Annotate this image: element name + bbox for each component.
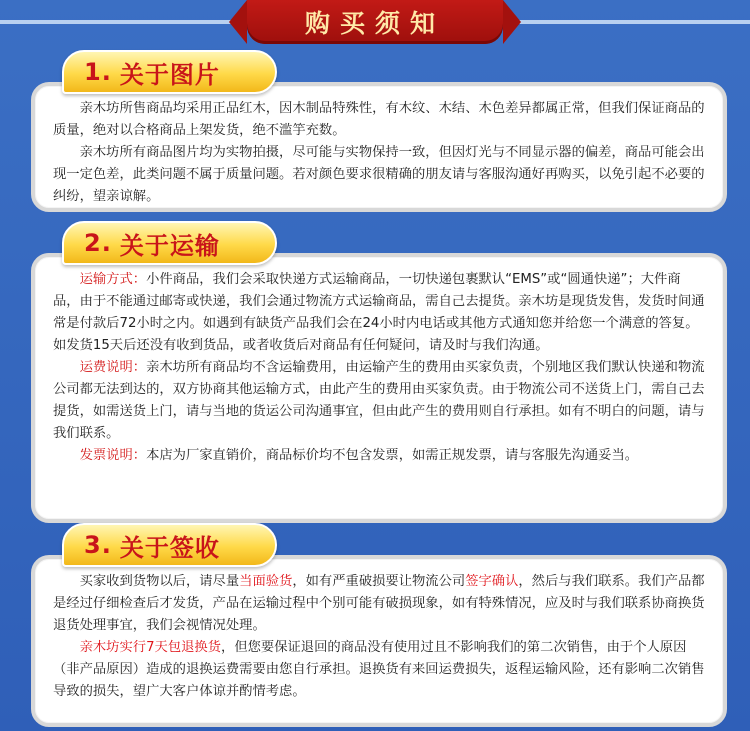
section-2-shipping-method xyxy=(53,269,705,357)
section-2-header xyxy=(62,221,277,265)
section-2-title: 关于运输 xyxy=(119,231,220,260)
section-1-content xyxy=(31,82,727,212)
section-1-paragraph-1: 亲木坊所售商品均采用正品红木，因木制品特殊性，有木纹、木结、木色差异都属正常，但我们保证商品的质量，绝对以合格商品上架发货，绝不滥竽充数。 xyxy=(53,101,705,138)
section-3-paragraph-2 xyxy=(53,637,705,703)
section-2-invoice-note xyxy=(53,445,705,467)
freight-note-text: 亲木坊所有商品均不含运输费用，由运输产生的费用由买家负责，个别地区我们默认快递和物流公司都无法到达的，双方协商其他运输方式，由此产生的费用由买家负责。由于物流公司不送货上门，需自己去提货，如需送货上门，请与当地的货运公司沟通事宜，但由此产生的费用则自行承担。如有不明白的问题，请与我们联系。 xyxy=(53,360,705,441)
section-2-content xyxy=(31,253,727,523)
return-policy-text: ，但您要保证退回的商品没有使用过且不影响我们的第二次销售，由于个人原因（非产品原因）造成的退换运费需要由您自行承担。退换货有来回运费损失，返程运输风险，还有影响二次销售导致的损失，望广大客户体谅并酌情考虑。 xyxy=(53,640,705,699)
section-1-title: 关于图片 xyxy=(119,60,220,89)
invoice-note-label: 发票说明： xyxy=(79,448,147,463)
return-policy-highlight: 亲木坊实行7天包退换货 xyxy=(79,640,222,655)
section-3-paragraph-1 xyxy=(53,571,705,637)
receipt-highlight-inspect: 当面验货 xyxy=(239,574,293,589)
banner-divider-left xyxy=(0,20,250,24)
receipt-highlight-sign: 签字确认 xyxy=(465,574,519,589)
header-banner xyxy=(0,0,750,44)
section-2-freight-note xyxy=(53,357,705,445)
receipt-text-a: 买家收到货物以后，请尽量 xyxy=(79,574,240,589)
freight-note-label: 运费说明： xyxy=(79,360,147,375)
section-1-paragraph-2: 亲木坊所有商品图片均为实物拍摄，尽可能与实物保持一致，但因灯光与不同显示器的偏差，商品可能会出现一定色差，此类问题不属于质量问题。若对颜色要求很精确的朋友请与客服沟通好再购买，以免引起不必要的纠纷，望亲谅解。 xyxy=(53,145,705,204)
section-3-title: 关于签收 xyxy=(119,533,220,562)
banner-divider-right xyxy=(500,20,750,24)
section-1-header xyxy=(62,50,277,94)
section-3-header xyxy=(62,523,277,567)
banner-title: 购买须知 xyxy=(247,0,503,44)
section-1-number: 1. xyxy=(84,58,112,86)
receipt-text-c: ，如有严重破损要让物流公司 xyxy=(292,574,466,589)
section-2-number: 2. xyxy=(84,229,112,257)
shipping-method-label: 运输方式： xyxy=(79,272,147,287)
invoice-note-text: 本店为厂家直销价，商品标价均不包含发票，如需正规发票，请与客服先沟通妥当。 xyxy=(146,448,639,463)
shipping-method-text: 小件商品，我们会采取快递方式运输商品，一切快递包裹默认“EMS”或“圆通快递”；大件商品，由于不能通过邮寄或快递，我们会通过物流方式运输商品，需自己去提货。亲木坊是现货发售，发货时间通常是付款后72小时之内。如遇到有缺货产品我们会在24小时内电话或其他方式通知您并给您一个满意的答复。如发货15天后还没有收到货品，或者收货后对商品有任何疑问，请及时与我们沟通。 xyxy=(53,272,705,353)
receipt-text-e: ，然后与我们联系。我们产品都是经过仔细检查后才发货，产品在运输过程中个别可能有破损现象，如有特殊情况，应及时与我们联系协商换货退货处理事宜，我们会视情况处理。 xyxy=(53,574,705,633)
section-3-content xyxy=(31,555,727,727)
section-3-number: 3. xyxy=(84,531,112,559)
